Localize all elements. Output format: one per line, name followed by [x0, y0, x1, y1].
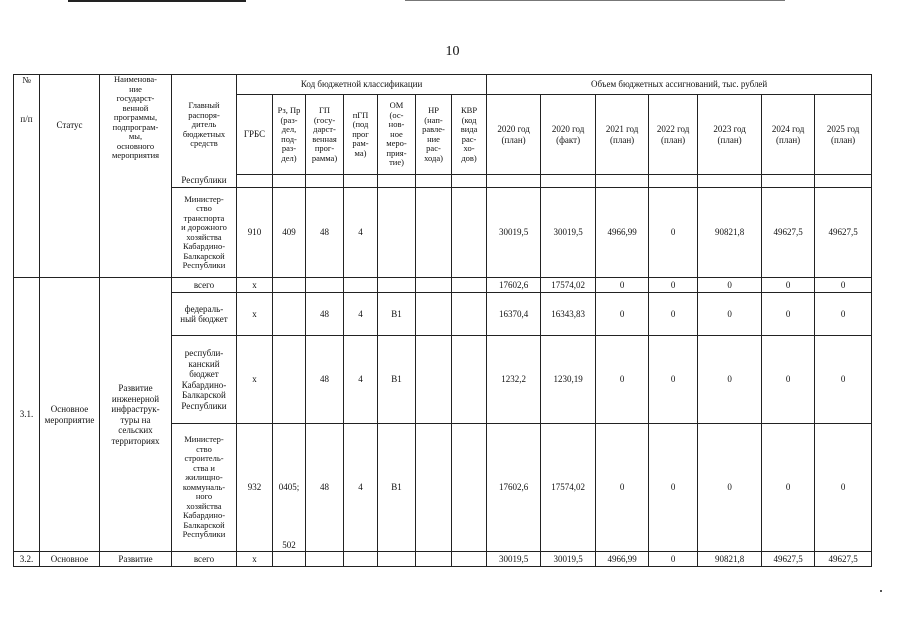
row-kvr — [452, 293, 487, 336]
header-grbs: ГРБС — [237, 95, 273, 175]
row-om: В1 — [378, 424, 416, 552]
section-31-num: 3.1. — [14, 278, 40, 552]
cont-cell — [344, 175, 378, 188]
header-year-2020-plan: 2020 год (план) — [487, 95, 541, 175]
row-om — [378, 188, 416, 278]
cont-cell — [649, 175, 698, 188]
cont-num-cell — [14, 175, 40, 278]
row-value: 1230,19 — [541, 336, 596, 424]
row-value: 0 — [815, 293, 872, 336]
header-rzpr: Рз, Пр (раз- дел, под- раз- дел) — [273, 95, 306, 175]
row-rzpr — [273, 293, 306, 336]
row-value: 0 — [698, 424, 762, 552]
row-admin: всего — [172, 552, 237, 567]
header-om: ОМ (ос- нов- ное меро- прия- тие) — [378, 95, 416, 175]
row-value: 0 — [815, 424, 872, 552]
section-32-status: Основное — [40, 552, 100, 567]
row-gp: 48 — [306, 293, 344, 336]
header-np: НР (нап- равле- ние рас- хода) — [416, 95, 452, 175]
row-rzpr-first: 0405; — [278, 482, 300, 493]
row-value: 0 — [596, 336, 649, 424]
header-gp: ГП (госу- дарст- венная прог- рамма) — [306, 95, 344, 175]
row-admin: Министер- ство строитель- ства и жилищно- коммуналь- ного хозяйства Кабардино- Балкарской Республики — [172, 424, 237, 552]
row-value: 17602,6 — [487, 278, 541, 293]
row-grbs: 932 — [237, 424, 273, 552]
row-om — [378, 278, 416, 293]
row-value: 16343,83 — [541, 293, 596, 336]
row-value: 0 — [762, 278, 815, 293]
cont-cell — [416, 175, 452, 188]
row-value: 17574,02 — [541, 424, 596, 552]
header-year-2023-plan: 2023 год (план) — [698, 95, 762, 175]
row-admin: Министер- ство транспорта и дорожного хозяйства Кабардино- Балкарской Республики — [172, 188, 237, 278]
cont-cell — [452, 175, 487, 188]
row-pgp: 4 — [344, 293, 378, 336]
cont-cell — [378, 175, 416, 188]
row-gp: 48 — [306, 336, 344, 424]
header-year-2024-plan: 2024 год (план) — [762, 95, 815, 175]
row-value: 0 — [815, 336, 872, 424]
header-year-2022-plan: 2022 год (план) — [649, 95, 698, 175]
row-grbs: 910 — [237, 188, 273, 278]
row-value: 0 — [762, 424, 815, 552]
row-value: 30019,5 — [487, 188, 541, 278]
row-kvr — [452, 188, 487, 278]
row-gp — [306, 278, 344, 293]
row-value: 16370,4 — [487, 293, 541, 336]
row-value: 0 — [698, 293, 762, 336]
header-num-sub: п/п — [20, 113, 33, 124]
row-rzpr: 409 — [273, 188, 306, 278]
row-value: 0 — [596, 424, 649, 552]
row-value: 49627,5 — [762, 552, 815, 567]
cont-cell — [596, 175, 649, 188]
cont-cell — [306, 175, 344, 188]
row-value: 30019,5 — [541, 552, 596, 567]
row-np — [416, 278, 452, 293]
row-rzpr — [273, 278, 306, 293]
row-rzpr-second: 502 — [282, 539, 296, 550]
header-num-label: № — [22, 75, 31, 85]
row-value: 0 — [649, 188, 698, 278]
budget-table — [13, 74, 872, 567]
top-rule-left — [68, 0, 246, 2]
row-admin: всего — [172, 278, 237, 293]
row-kvr — [452, 552, 487, 567]
header-code-group: Код бюджетной классификации — [237, 75, 487, 95]
row-value: 0 — [698, 336, 762, 424]
row-value: 0 — [649, 424, 698, 552]
row-value: 4966,99 — [596, 188, 649, 278]
row-value: 90821,8 — [698, 552, 762, 567]
row-value: 0 — [649, 293, 698, 336]
row-kvr — [452, 278, 487, 293]
row-value: 0 — [649, 552, 698, 567]
row-pgp — [344, 278, 378, 293]
row-kvr — [452, 336, 487, 424]
header-pgp: пГП (под прог рам- ма) — [344, 95, 378, 175]
continuation-row — [14, 175, 872, 188]
header-num — [14, 75, 40, 175]
row-value: 0 — [596, 278, 649, 293]
cont-cell — [237, 175, 273, 188]
header-status: Статус — [40, 75, 100, 175]
row-np — [416, 293, 452, 336]
scan-speck — [880, 590, 882, 592]
row-grbs: х — [237, 278, 273, 293]
row-value: 49627,5 — [815, 188, 872, 278]
row-value: 17574,02 — [541, 278, 596, 293]
row-np — [416, 424, 452, 552]
header-admin: Главный распоря- дитель бюджетных средств — [172, 75, 237, 175]
row-rzpr — [273, 424, 306, 552]
row-pgp — [344, 552, 378, 567]
row-np — [416, 552, 452, 567]
section-32-num: 3.2. — [14, 552, 40, 567]
row-pgp: 4 — [344, 336, 378, 424]
row-value: 0 — [649, 278, 698, 293]
row-om — [378, 552, 416, 567]
row-gp — [306, 552, 344, 567]
cont-cell — [698, 175, 762, 188]
cont-cell — [762, 175, 815, 188]
row-value: 49627,5 — [815, 552, 872, 567]
row-rzpr — [273, 552, 306, 567]
row-value: 30019,5 — [541, 188, 596, 278]
row-value: 49627,5 — [762, 188, 815, 278]
row-grbs: х — [237, 336, 273, 424]
table-row — [14, 552, 872, 567]
header-year-2021-plan: 2021 год (план) — [596, 95, 649, 175]
row-value: 0 — [815, 278, 872, 293]
row-gp: 48 — [306, 424, 344, 552]
cont-cell — [541, 175, 596, 188]
row-pgp: 4 — [344, 188, 378, 278]
section-32-name: Развитие — [100, 552, 172, 567]
row-kvr — [452, 424, 487, 552]
row-pgp: 4 — [344, 424, 378, 552]
row-np — [416, 188, 452, 278]
section-31-status: Основное мероприятие — [40, 278, 100, 552]
header-row-1 — [14, 75, 872, 95]
row-grbs: х — [237, 552, 273, 567]
header-program-name: Наименова- ние государст- венной программы, подпрограм- мы, основного мероприятия — [100, 75, 172, 175]
row-value: 0 — [596, 293, 649, 336]
row-np — [416, 336, 452, 424]
row-value: 4966,99 — [596, 552, 649, 567]
row-value: 30019,5 — [487, 552, 541, 567]
cont-name-cell — [100, 175, 172, 278]
row-value: 1232,2 — [487, 336, 541, 424]
cont-cell — [487, 175, 541, 188]
row-gp: 48 — [306, 188, 344, 278]
cont-status-cell — [40, 175, 100, 278]
row-om: В1 — [378, 293, 416, 336]
table-row — [14, 278, 872, 293]
row-value: 0 — [698, 278, 762, 293]
row-grbs: х — [237, 293, 273, 336]
cont-admin-cell: Республики — [172, 175, 237, 188]
row-om: В1 — [378, 336, 416, 424]
page-number: 10 — [445, 44, 460, 59]
row-rzpr — [273, 336, 306, 424]
top-rule-right — [405, 0, 785, 1]
row-value: 0 — [649, 336, 698, 424]
row-admin: федераль- ный бюджет — [172, 293, 237, 336]
header-year-2025-plan: 2025 год (план) — [815, 95, 872, 175]
row-value: 17602,6 — [487, 424, 541, 552]
section-31-name: Развитие инженерной инфраструк- туры на сельских территориях — [100, 278, 172, 552]
header-volume-group: Объем бюджетных ассигнований, тыс. рублей — [487, 75, 872, 95]
cont-cell — [815, 175, 872, 188]
row-value: 0 — [762, 293, 815, 336]
row-value: 90821,8 — [698, 188, 762, 278]
header-year-2020-fact: 2020 год (факт) — [541, 95, 596, 175]
cont-cell — [273, 175, 306, 188]
row-value: 0 — [762, 336, 815, 424]
row-admin: республи- канский бюджет Кабардино- Балкарской Республики — [172, 336, 237, 424]
header-kvr: КВР (код вида рас- хо- дов) — [452, 95, 487, 175]
